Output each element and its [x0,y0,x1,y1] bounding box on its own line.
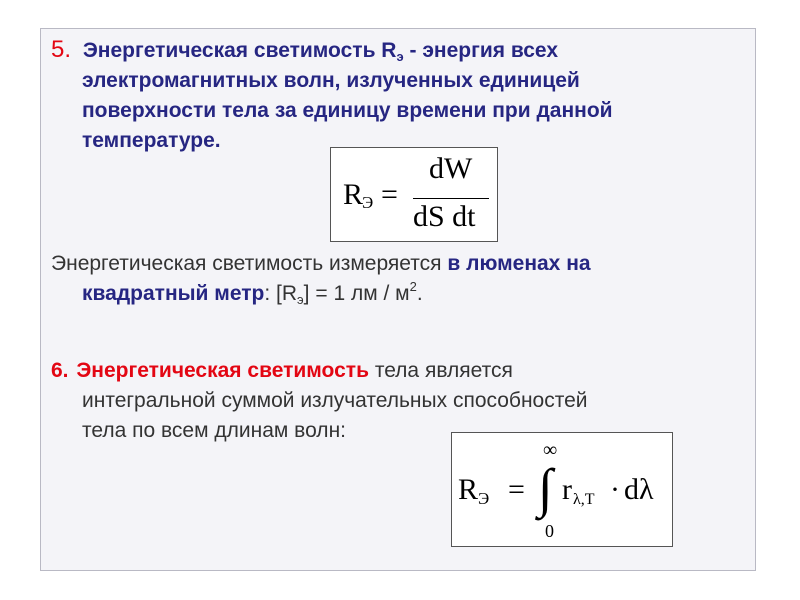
formula2-upper-limit: ∞ [543,439,558,461]
formula-luminosity-box [330,147,498,242]
formula2-dot: · [610,473,620,506]
formula2-equals: = [508,473,525,506]
formula-integral-box [451,432,673,547]
item-5-term-subscript: э [396,49,404,64]
item-6-line-2: интегральной суммой излучательных способностей [82,389,588,412]
units-tail: ] = 1 лм / м [303,282,410,305]
formula2-lhs: R [458,473,479,506]
item-6-number: 6. [51,359,69,382]
units-exponent: 2 [409,279,417,294]
item-5-number: 5. [51,36,72,63]
units-lead: Энергетическая светимость измеряется [51,252,448,275]
formula2-lower-limit: 0 [545,521,554,541]
formula2-differential: dλ [624,473,654,506]
units-period: . [416,282,423,305]
formula2-lhs-subscript: Э [478,489,490,508]
item-5-line-4: температуре. [82,129,221,152]
formula1-numerator: dW [429,152,473,185]
units-colon: : [R [264,282,298,305]
item-6-term: Энергетическая светимость [76,359,369,382]
formula2-integrand-subscript: λ,T [573,491,595,508]
formula2-integral-sign: ∫ [538,458,553,518]
formula1-equals: = [381,178,398,211]
item-6-line-1-rest: тела является [368,359,513,382]
units-paragraph [51,249,591,309]
formula1-lhs: R [343,178,364,211]
units-highlight-2: квадратный метр [82,282,265,305]
item-6-line-3: тела по всем длинам волн: [82,419,346,442]
slide [40,28,756,571]
units-r-subscript: э [297,292,304,307]
units-highlight-1: в люменах на [447,252,591,275]
formula1-fraction-bar [413,198,489,199]
formula1-lhs-subscript: Э [362,193,374,212]
item-5-line-3: поверхности тела за единицу времени при данной [82,99,613,122]
item-5-line-2: электромагнитных волн, излученных единицей [82,69,580,92]
formula2-integrand: r [562,473,572,506]
item-5-paragraph [51,35,613,156]
item-5-definition-start: - энергия всех [403,39,559,62]
item-5-term: Энергетическая светимость R [82,39,397,62]
formula1-denominator: dS dt [413,200,476,233]
